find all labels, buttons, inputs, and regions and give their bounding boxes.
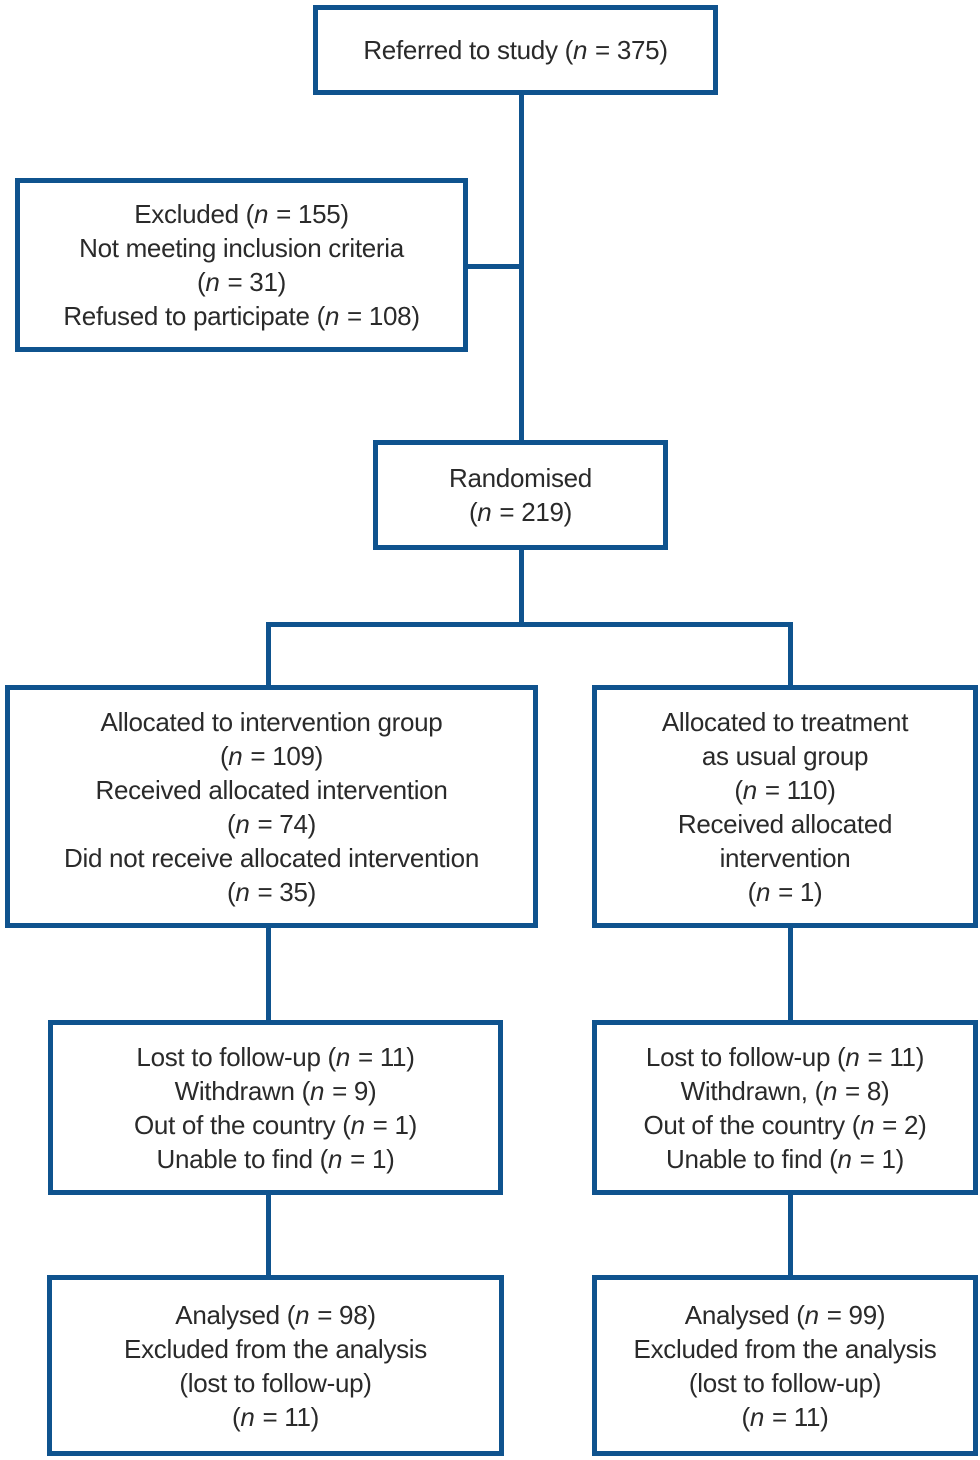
box-text-line: Did not receive allocated intervention (64, 842, 479, 873)
box-text-line: Unable to find (n = 1) (666, 1143, 904, 1174)
box-text-line: (lost to follow-up) (179, 1367, 372, 1398)
box-text-line: (n = 1) (747, 876, 823, 907)
connector-excluded-stub (468, 264, 524, 269)
box-text-line: Withdrawn, (n = 8) (680, 1075, 890, 1106)
box-text-line: Out of the country (n = 2) (643, 1109, 927, 1140)
box-text-line: Excluded from the analysis (124, 1333, 427, 1364)
box-text-line: (n = 11) (231, 1401, 319, 1432)
box-text-line: Refused to participate (n = 108) (63, 301, 420, 331)
box-text-line: Out of the country (n = 1) (134, 1109, 417, 1140)
allocated-treatment-as-usual-box (592, 685, 978, 928)
randomised-box (373, 440, 668, 550)
box-text-line: (n = 35) (227, 876, 316, 907)
box-text-line: (n = 219) (468, 497, 573, 527)
box-text-line: Excluded (n = 155) (134, 199, 349, 229)
connector-right-followup-to-analysed (788, 1195, 793, 1275)
box-text-line: (n = 31) (197, 267, 286, 297)
connector-branch-left-drop (266, 622, 271, 685)
box-text-line: Analysed (n = 99) (684, 1299, 886, 1330)
allocated-intervention-box (5, 685, 538, 928)
box-text-line: Unable to find (n = 1) (156, 1143, 395, 1174)
connector-left-followup-to-analysed (266, 1195, 271, 1275)
box-text-line: Analysed (n = 98) (175, 1299, 376, 1330)
box-text-line: Not meeting inclusion criteria (79, 233, 404, 263)
box-text-line: Randomised (449, 463, 592, 493)
analysed-treatment-as-usual-box (592, 1275, 978, 1456)
box-text-line: Allocated to treatment (661, 706, 909, 737)
connector-left-alloc-to-followup (266, 928, 271, 1020)
box-text-line: Lost to follow-up (n = 11) (645, 1041, 925, 1072)
box-text-line: Allocated to intervention group (100, 706, 443, 737)
box-text-line: Received allocated intervention (95, 774, 448, 805)
excluded-box (15, 178, 468, 352)
lost-to-followup-intervention-box (48, 1020, 503, 1195)
box-text-line: Received allocated (677, 808, 893, 839)
box-text-line: (n = 109) (219, 740, 324, 771)
box-text-line: (n = 74) (227, 808, 316, 839)
box-text-line: (n = 110) (734, 774, 836, 805)
analysed-intervention-box (47, 1275, 504, 1456)
lost-to-followup-treatment-as-usual-box (592, 1020, 978, 1195)
box-text-line: as usual group (701, 740, 869, 771)
box-text-line: (lost to follow-up) (688, 1367, 882, 1398)
box-text-line: Referred to study (n = 375) (363, 35, 668, 65)
connector-right-alloc-to-followup (788, 928, 793, 1020)
connector-randomised-drop (519, 550, 524, 627)
box-text-line: Lost to follow-up (n = 11) (136, 1041, 415, 1072)
box-text-line: (n = 11) (741, 1401, 829, 1432)
connector-branch-horizontal (266, 622, 793, 627)
box-text-line: Excluded from the analysis (633, 1333, 937, 1364)
connector-branch-right-drop (788, 622, 793, 685)
referred-to-study-box (313, 5, 718, 95)
box-text-line: intervention (719, 842, 851, 873)
box-text-line: Withdrawn (n = 9) (174, 1075, 377, 1106)
